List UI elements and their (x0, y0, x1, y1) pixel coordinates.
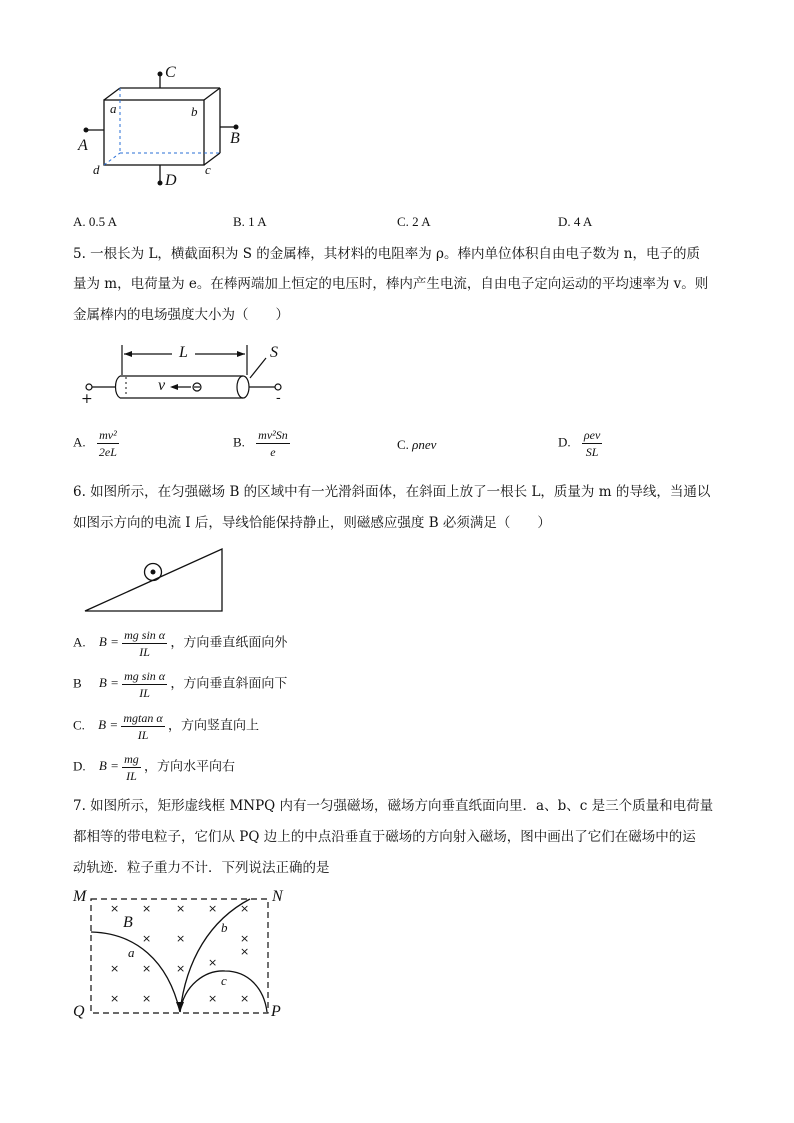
field-cross: × (240, 902, 250, 915)
q4-label-C: C (165, 64, 176, 81)
field-cross: × (240, 992, 250, 1005)
option-letter: D. (73, 758, 86, 774)
q4-label-d: d (93, 162, 100, 177)
field-cross: × (110, 902, 120, 915)
q7-label-M: M (73, 888, 87, 905)
q7-line-3: 动轨迹．粒子重力不计．下列说法正确的是 (73, 860, 330, 876)
option-letter: D. (558, 434, 571, 450)
option-letter: A. (73, 634, 86, 650)
field-cross: × (176, 962, 186, 975)
q7-label-B: B (123, 914, 133, 931)
numerator: mg (124, 752, 139, 766)
q4-label-b: b (191, 104, 198, 119)
q4-option-b[interactable]: B. 1 A (233, 214, 267, 229)
q5-line-1: 5. 一根长为 L，横截面积为 S 的金属棒，其材料的电阻率为 ρ。棒内单位体积自由电子数为 n，电子的质 (73, 246, 700, 262)
field-cross: × (142, 992, 152, 1005)
field-cross: × (240, 932, 250, 945)
denominator: SL (585, 445, 599, 459)
field-cross: × (176, 902, 186, 915)
option-letter: B. (233, 434, 245, 450)
q7-label-P: P (271, 1003, 281, 1020)
q5-line-2: 量为 m，电荷量为 e。在棒两端加上恒定的电压时，棒内产生电流，自由电子定向运动的平均速率为 v。则 (73, 276, 709, 292)
option-lhs: B = (98, 634, 119, 650)
numerator: mv² (99, 428, 117, 442)
q6-line-1: 6. 如图所示，在匀强磁场 B 的区域中有一光滑斜面体，在斜面上放了一根长 L，质量为 m 的导线，当通以 (73, 484, 711, 500)
option-letter: C. (73, 717, 85, 733)
q5-label-S: S (270, 344, 278, 361)
q5-plus-terminal: + (81, 391, 93, 407)
q7-label-b: b (221, 920, 228, 935)
q4-label-A: A (78, 137, 88, 154)
option-direction: ，方向竖直向上 (167, 717, 259, 733)
option-lhs: B = (98, 675, 119, 691)
q4-option-d[interactable]: D. 4 A (558, 214, 593, 229)
option-direction: ，方向垂直纸面向外 (170, 634, 288, 650)
field-cross: × (208, 902, 218, 915)
option-lhs: B = (98, 717, 119, 733)
field-cross: × (142, 932, 152, 945)
numerator: mgtan α (123, 711, 163, 725)
denominator: IL (137, 728, 149, 742)
q5-minus-terminal: - (276, 390, 281, 406)
numerator: mv²Sn (258, 428, 288, 442)
q5-line-3: 金属棒内的电场强度大小为（ ） (73, 307, 289, 323)
denominator: 2eL (98, 445, 117, 459)
q7-label-N: N (272, 888, 283, 905)
field-cross: × (208, 992, 218, 1005)
q4-label-D: D (165, 172, 177, 189)
field-cross: × (208, 956, 218, 969)
field-cross: × (110, 992, 120, 1005)
field-cross: × (142, 962, 152, 975)
field-cross: × (176, 932, 186, 945)
q7-label-Q: Q (73, 1003, 85, 1020)
q5-label-v: v (158, 377, 166, 394)
denominator: IL (139, 645, 150, 659)
q4-label-a: a (110, 101, 117, 116)
numerator: mg sin α (124, 628, 166, 642)
option-direction: ，方向水平向右 (144, 758, 236, 774)
field-cross: × (110, 962, 120, 975)
option-letter: C. (397, 437, 409, 452)
q4-label-c: c (205, 162, 211, 177)
q7-line-1: 7. 如图所示，矩形虚线框 MNPQ 内有一匀强磁场，磁场方向垂直纸面向里．a、b、c 是三个质量和电荷量 (73, 798, 714, 814)
field-cross: × (240, 945, 250, 958)
field-cross: × (142, 902, 152, 915)
option-lhs: B = (98, 758, 119, 774)
denominator: e (270, 445, 276, 459)
numerator: ρev (583, 428, 601, 442)
q5-label-L: L (179, 344, 188, 361)
q7-line-2: 都相等的带电粒子，它们从 PQ 边上的中点沿垂直于磁场的方向射入磁场，图中画出了它们在磁场中的运 (73, 829, 696, 845)
denominator: IL (126, 769, 137, 783)
q7-label-a: a (128, 945, 135, 960)
q7-label-c: c (221, 973, 227, 988)
q4-option-c[interactable]: C. 2 A (397, 214, 431, 229)
q4-label-B: B (230, 130, 240, 147)
denominator: IL (139, 686, 150, 700)
option-expression: ρnev (412, 437, 437, 452)
option-letter: A. (73, 434, 86, 450)
option-direction: ，方向垂直斜面向下 (170, 675, 288, 691)
numerator: mg sin α (124, 669, 166, 683)
q6-line-2: 如图示方向的电流 I 后，导线恰能保持静止，则磁感应强度 B 必须满足（ ） (73, 515, 551, 531)
option-letter: B (73, 675, 82, 691)
q4-option-a[interactable]: A. 0.5 A (73, 214, 118, 229)
